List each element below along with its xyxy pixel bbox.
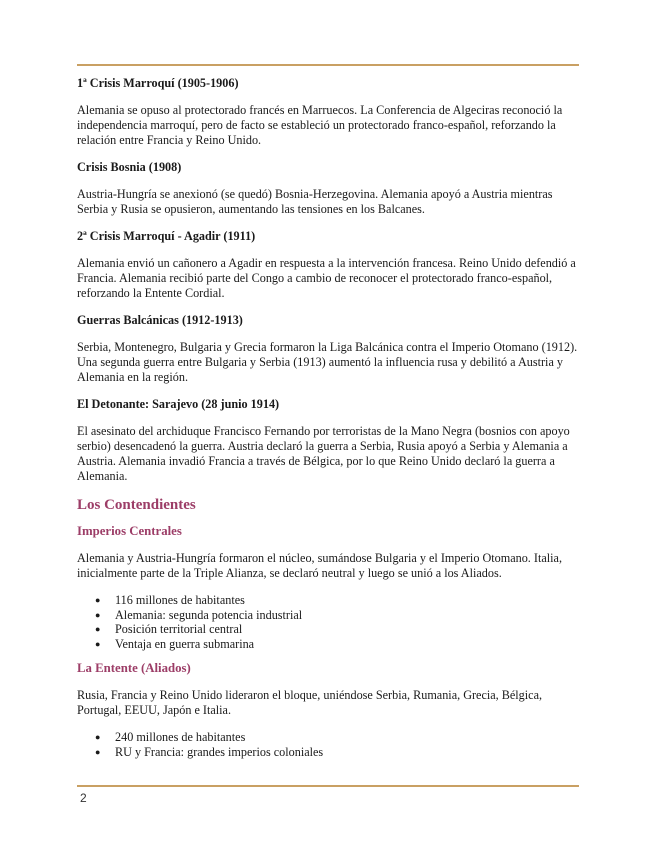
list-item: ● Alemania: segunda potencia industrial <box>115 608 579 623</box>
section-heading: Guerras Balcánicas (1912-1913) <box>77 313 243 327</box>
contendientes-title: Los Contendientes <box>77 497 196 513</box>
entente-list <box>77 730 579 759</box>
list-item: ● RU y Francia: grandes imperios coloniales <box>115 745 579 760</box>
list-item: ● 116 millones de habitantes <box>115 593 579 608</box>
document-body <box>77 76 579 769</box>
list-item: ● 240 millones de habitantes <box>115 730 579 745</box>
page-number: 2 <box>80 791 87 805</box>
section-heading: 1ª Crisis Marroquí (1905-1906) <box>77 76 239 90</box>
centrales-paragraph: Alemania y Austria-Hungría formaron el núcleo, sumándose Bulgaria y el Imperio Otomano. Italia, inicialmente parte de la Triple Alianza, se declaró neutral y luego se unió a los Aliados. <box>77 551 562 580</box>
centrales-heading: Imperios Centrales <box>77 524 182 538</box>
entente-paragraph: Rusia, Francia y Reino Unido lideraron el bloque, uniéndose Serbia, Rumania, Grecia, Bélgica, Portugal, EEUU, Japón e Italia. <box>77 688 543 717</box>
section-heading: Crisis Bosnia (1908) <box>77 160 182 174</box>
section-paragraph: Austria-Hungría se anexionó (se quedó) Bosnia-Herzegovina. Alemania apoyó a Austria mientras Serbia y Rusia se opusieron, aumentando las tensiones en los Balcanes. <box>77 187 553 216</box>
section-heading: El Detonante: Sarajevo (28 junio 1914) <box>77 397 280 411</box>
footer-rule <box>77 785 579 787</box>
centrales-list <box>77 593 579 651</box>
list-item: ● Ventaja en guerra submarina <box>115 637 579 652</box>
list-item: ● Posición territorial central <box>115 622 579 637</box>
section-paragraph: Alemania se opuso al protectorado francés en Marruecos. La Conferencia de Algeciras reconoció la independencia marroquí, pero de facto se estableció un protectorado franco-español, reforzando la relación entre Francia y Reino Unido. <box>77 103 563 147</box>
header-rule <box>77 64 579 66</box>
section-paragraph: Alemania envió un cañonero a Agadir en respuesta a la intervención francesa. Reino Unido defendió a Francia. Alemania recibió parte del Congo a cambio de reconocer el protectorado franco-español, reforzando la Entente Cordial. <box>77 256 576 300</box>
section-paragraph: Serbia, Montenegro, Bulgaria y Grecia formaron la Liga Balcánica contra el Imperio Otomano (1912). Una segunda guerra entre Bulgaria y Serbia (1913) aumentó la influencia rusa y debilitó a Austria y Alemania en la región. <box>77 340 578 384</box>
section-heading: 2ª Crisis Marroquí - Agadir (1911) <box>77 229 256 243</box>
section-paragraph: El asesinato del archiduque Francisco Fernando por terroristas de la Mano Negra (bosnios con apoyo serbio) desencadenó la guerra. Austria declaró la guerra a Serbia, Rusia apoyó a Serbia y Alemania a Austria. Alemania invadió Francia a través de Bélgica, por lo que Reino Unido declaró la guerra a Alemania. <box>77 424 570 483</box>
entente-heading: La Entente (Aliados) <box>77 661 191 675</box>
